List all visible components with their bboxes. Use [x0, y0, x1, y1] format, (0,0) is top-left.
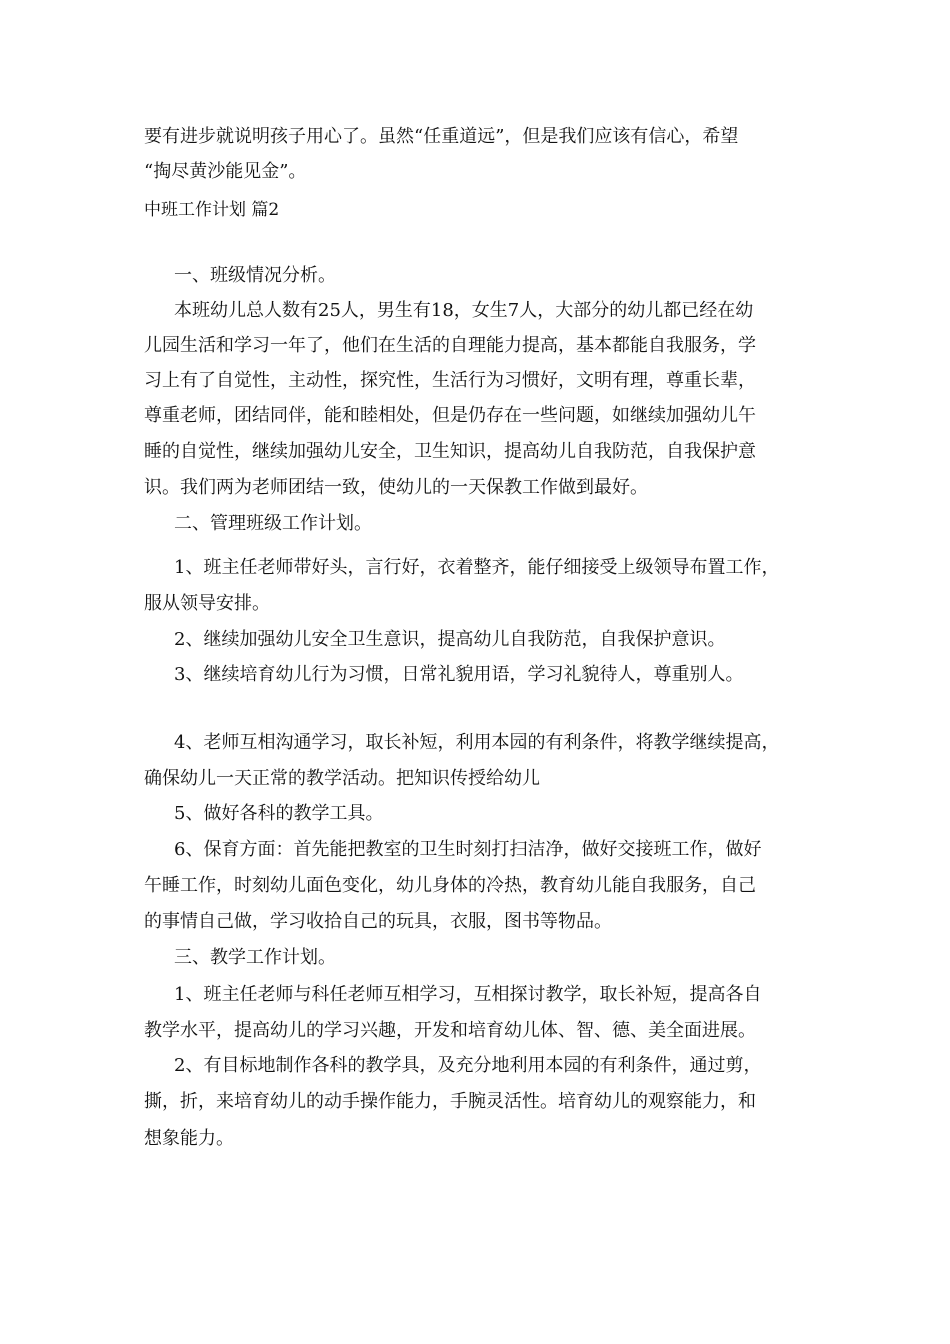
list-item-line: 想象能力。: [144, 1128, 234, 1149]
paragraph-line: 儿园生活和学习一年了，他们在生活的自理能力提高，基本都能自我服务，学: [144, 335, 756, 356]
section-title: 中班工作计划 篇2: [144, 200, 280, 220]
list-item-line: 教学水平，提高幼儿的学习兴趣，开发和培育幼儿体、智、德、美全面进展。: [144, 1020, 756, 1041]
list-item-line: 午睡工作，时刻幼儿面色变化，幼儿身体的冷热，教育幼儿能自我服务，自己: [144, 875, 756, 896]
list-item-line: 6、保育方面：首先能把教室的卫生时刻打扫洁净，做好交接班工作，做好: [174, 839, 762, 860]
section-heading: 三、教学工作计划。: [174, 947, 336, 968]
list-item-line: 2、有目标地制作各科的教学具，及充分地利用本园的有利条件，通过剪，: [174, 1055, 762, 1076]
list-item-line: 3、继续培育幼儿行为习惯，日常礼貌用语，学习礼貌待人，尊重别人。: [174, 664, 744, 685]
list-item-line: 服从领导安排。: [144, 593, 270, 614]
list-item-line: 确保幼儿一天正常的教学活动。把知识传授给幼儿: [144, 768, 540, 789]
paragraph-line: 睡的自觉性，继续加强幼儿安全，卫生知识，提高幼儿自我防范，自我保护意: [144, 441, 756, 462]
paragraph-line: 要有进步就说明孩子用心了。虽然“任重道远”，但是我们应该有信心，希望: [144, 126, 739, 147]
list-item-line: 撕，折，来培育幼儿的动手操作能力，手腕灵活性。培育幼儿的观察能力，和: [144, 1091, 756, 1112]
list-item-line: 2、继续加强幼儿安全卫生意识，提高幼儿自我防范，自我保护意识。: [174, 629, 726, 650]
list-item-line: 1、班主任老师带好头，言行好，衣着整齐，能仔细接受上级领导布置工作，: [174, 557, 780, 578]
list-item-line: 5、做好各科的教学工具。: [174, 803, 384, 824]
paragraph-line: 习上有了自觉性，主动性，探究性，生活行为习惯好，文明有理，尊重长辈，: [144, 370, 756, 391]
paragraph-line: 本班幼儿总人数有25人，男生有18，女生7人，大部分的幼儿都已经在幼: [174, 300, 754, 321]
list-item-line: 4、老师互相沟通学习，取长补短，利用本园的有利条件，将教学继续提高，: [174, 732, 780, 753]
paragraph-line: 识。我们两为老师团结一致，使幼儿的一天保教工作做到最好。: [144, 477, 648, 498]
paragraph-line: 尊重老师，团结同伴，能和睦相处，但是仍存在一些问题，如继续加强幼儿午: [144, 405, 756, 426]
section-heading: 一、班级情况分析。: [174, 265, 336, 286]
list-item-line: 1、班主任老师与科任老师互相学习，互相探讨教学，取长补短，提高各自: [174, 984, 762, 1005]
paragraph-line: “掏尽黄沙能见金”。: [144, 161, 307, 182]
section-heading: 二、管理班级工作计划。: [174, 513, 372, 534]
list-item-line: 的事情自己做，学习收拾自己的玩具，衣服，图书等物品。: [144, 911, 612, 932]
